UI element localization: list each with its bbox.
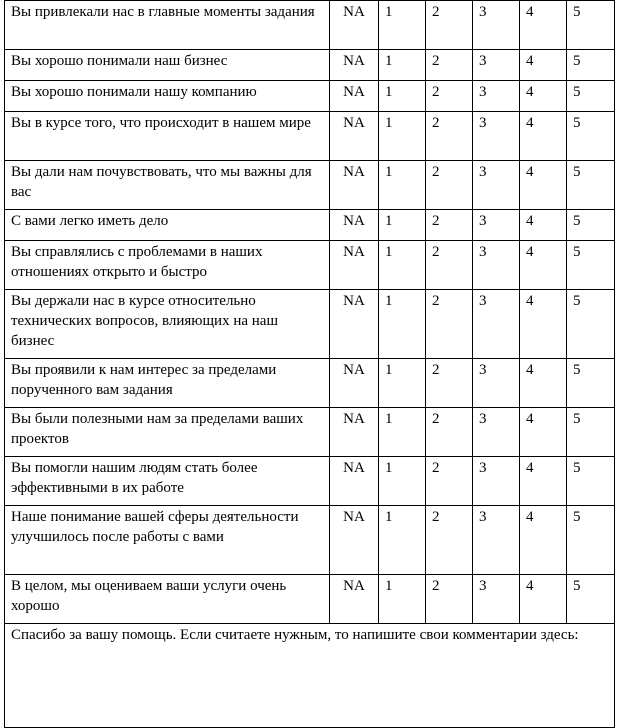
rating-option-4[interactable]: 4 bbox=[520, 408, 567, 457]
rating-option-5[interactable]: 5 bbox=[567, 210, 615, 241]
survey-row bbox=[5, 1, 615, 50]
rating-option-3[interactable]: 3 bbox=[473, 210, 520, 241]
rating-option-na[interactable]: NA bbox=[330, 81, 379, 112]
rating-option-1[interactable]: 1 bbox=[379, 575, 426, 624]
rating-option-2[interactable]: 2 bbox=[426, 359, 473, 408]
rating-option-na[interactable]: NA bbox=[330, 290, 379, 359]
question-text: Вы привлекали нас в главные моменты задания bbox=[5, 1, 330, 50]
rating-option-5[interactable]: 5 bbox=[567, 408, 615, 457]
rating-option-3[interactable]: 3 bbox=[473, 112, 520, 161]
rating-option-4[interactable]: 4 bbox=[520, 210, 567, 241]
survey-row bbox=[5, 290, 615, 359]
rating-option-5[interactable]: 5 bbox=[567, 575, 615, 624]
rating-option-4[interactable]: 4 bbox=[520, 112, 567, 161]
rating-option-na[interactable]: NA bbox=[330, 457, 379, 506]
rating-option-2[interactable]: 2 bbox=[426, 1, 473, 50]
rating-option-3[interactable]: 3 bbox=[473, 50, 520, 81]
rating-option-4[interactable]: 4 bbox=[520, 575, 567, 624]
survey-row bbox=[5, 241, 615, 290]
rating-option-5[interactable]: 5 bbox=[567, 50, 615, 81]
survey-row bbox=[5, 457, 615, 506]
question-text: Вы хорошо понимали нашу компанию bbox=[5, 81, 330, 112]
rating-option-na[interactable]: NA bbox=[330, 50, 379, 81]
rating-option-5[interactable]: 5 bbox=[567, 112, 615, 161]
rating-option-na[interactable]: NA bbox=[330, 1, 379, 50]
survey-row bbox=[5, 359, 615, 408]
rating-option-2[interactable]: 2 bbox=[426, 50, 473, 81]
comments-area[interactable]: Спасибо за вашу помощь. Если считаете нужным, то напишите свои комментарии здесь: bbox=[5, 624, 615, 728]
survey-row bbox=[5, 50, 615, 81]
question-text: С вами легко иметь дело bbox=[5, 210, 330, 241]
rating-option-2[interactable]: 2 bbox=[426, 112, 473, 161]
rating-option-2[interactable]: 2 bbox=[426, 290, 473, 359]
comments-row bbox=[5, 624, 615, 728]
survey-row bbox=[5, 506, 615, 575]
rating-option-3[interactable]: 3 bbox=[473, 457, 520, 506]
question-text: Вы помогли нашим людям стать более эффективными в их работе bbox=[5, 457, 330, 506]
rating-option-1[interactable]: 1 bbox=[379, 81, 426, 112]
rating-option-5[interactable]: 5 bbox=[567, 506, 615, 575]
survey-row bbox=[5, 161, 615, 210]
survey-table bbox=[4, 0, 615, 728]
rating-option-na[interactable]: NA bbox=[330, 575, 379, 624]
rating-option-2[interactable]: 2 bbox=[426, 457, 473, 506]
rating-option-2[interactable]: 2 bbox=[426, 81, 473, 112]
question-text: Вы были полезными нам за пределами ваших проектов bbox=[5, 408, 330, 457]
rating-option-4[interactable]: 4 bbox=[520, 290, 567, 359]
rating-option-1[interactable]: 1 bbox=[379, 112, 426, 161]
rating-option-1[interactable]: 1 bbox=[379, 359, 426, 408]
rating-option-5[interactable]: 5 bbox=[567, 241, 615, 290]
rating-option-4[interactable]: 4 bbox=[520, 241, 567, 290]
rating-option-na[interactable]: NA bbox=[330, 359, 379, 408]
rating-option-2[interactable]: 2 bbox=[426, 210, 473, 241]
rating-option-5[interactable]: 5 bbox=[567, 81, 615, 112]
rating-option-4[interactable]: 4 bbox=[520, 359, 567, 408]
rating-option-4[interactable]: 4 bbox=[520, 1, 567, 50]
rating-option-2[interactable]: 2 bbox=[426, 506, 473, 575]
survey-body bbox=[5, 1, 615, 728]
rating-option-1[interactable]: 1 bbox=[379, 408, 426, 457]
rating-option-5[interactable]: 5 bbox=[567, 1, 615, 50]
rating-option-5[interactable]: 5 bbox=[567, 457, 615, 506]
rating-option-1[interactable]: 1 bbox=[379, 210, 426, 241]
rating-option-4[interactable]: 4 bbox=[520, 161, 567, 210]
rating-option-na[interactable]: NA bbox=[330, 241, 379, 290]
rating-option-3[interactable]: 3 bbox=[473, 359, 520, 408]
rating-option-3[interactable]: 3 bbox=[473, 241, 520, 290]
rating-option-4[interactable]: 4 bbox=[520, 50, 567, 81]
question-text: Вы проявили к нам интерес за пределами порученного вам задания bbox=[5, 359, 330, 408]
rating-option-5[interactable]: 5 bbox=[567, 161, 615, 210]
rating-option-3[interactable]: 3 bbox=[473, 408, 520, 457]
rating-option-1[interactable]: 1 bbox=[379, 290, 426, 359]
rating-option-2[interactable]: 2 bbox=[426, 241, 473, 290]
rating-option-3[interactable]: 3 bbox=[473, 161, 520, 210]
rating-option-2[interactable]: 2 bbox=[426, 161, 473, 210]
rating-option-5[interactable]: 5 bbox=[567, 290, 615, 359]
question-text: Вы хорошо понимали наш бизнес bbox=[5, 50, 330, 81]
rating-option-2[interactable]: 2 bbox=[426, 575, 473, 624]
survey-row bbox=[5, 575, 615, 624]
rating-option-1[interactable]: 1 bbox=[379, 161, 426, 210]
question-text: Наше понимание вашей сферы деятельности улучшилось после работы с вами bbox=[5, 506, 330, 575]
rating-option-4[interactable]: 4 bbox=[520, 506, 567, 575]
rating-option-3[interactable]: 3 bbox=[473, 575, 520, 624]
rating-option-3[interactable]: 3 bbox=[473, 1, 520, 50]
rating-option-1[interactable]: 1 bbox=[379, 506, 426, 575]
rating-option-1[interactable]: 1 bbox=[379, 457, 426, 506]
rating-option-na[interactable]: NA bbox=[330, 506, 379, 575]
question-text: Вы дали нам почувствовать, что мы важны для вас bbox=[5, 161, 330, 210]
survey-row bbox=[5, 112, 615, 161]
rating-option-3[interactable]: 3 bbox=[473, 290, 520, 359]
question-text: В целом, мы оцениваем ваши услуги очень хорошо bbox=[5, 575, 330, 624]
rating-option-2[interactable]: 2 bbox=[426, 408, 473, 457]
rating-option-4[interactable]: 4 bbox=[520, 81, 567, 112]
rating-option-4[interactable]: 4 bbox=[520, 457, 567, 506]
rating-option-na[interactable]: NA bbox=[330, 210, 379, 241]
rating-option-3[interactable]: 3 bbox=[473, 81, 520, 112]
survey-row bbox=[5, 210, 615, 241]
rating-option-5[interactable]: 5 bbox=[567, 359, 615, 408]
question-text: Вы держали нас в курсе относительно технических вопросов, влияющих на наш бизнес bbox=[5, 290, 330, 359]
question-text: Вы в курсе того, что происходит в нашем мире bbox=[5, 112, 330, 161]
rating-option-na[interactable]: NA bbox=[330, 408, 379, 457]
rating-option-3[interactable]: 3 bbox=[473, 506, 520, 575]
survey-row bbox=[5, 81, 615, 112]
rating-option-na[interactable]: NA bbox=[330, 161, 379, 210]
rating-option-1[interactable]: 1 bbox=[379, 1, 426, 50]
rating-option-1[interactable]: 1 bbox=[379, 241, 426, 290]
survey-row bbox=[5, 408, 615, 457]
rating-option-na[interactable]: NA bbox=[330, 112, 379, 161]
question-text: Вы справлялись с проблемами в наших отношениях открыто и быстро bbox=[5, 241, 330, 290]
rating-option-1[interactable]: 1 bbox=[379, 50, 426, 81]
